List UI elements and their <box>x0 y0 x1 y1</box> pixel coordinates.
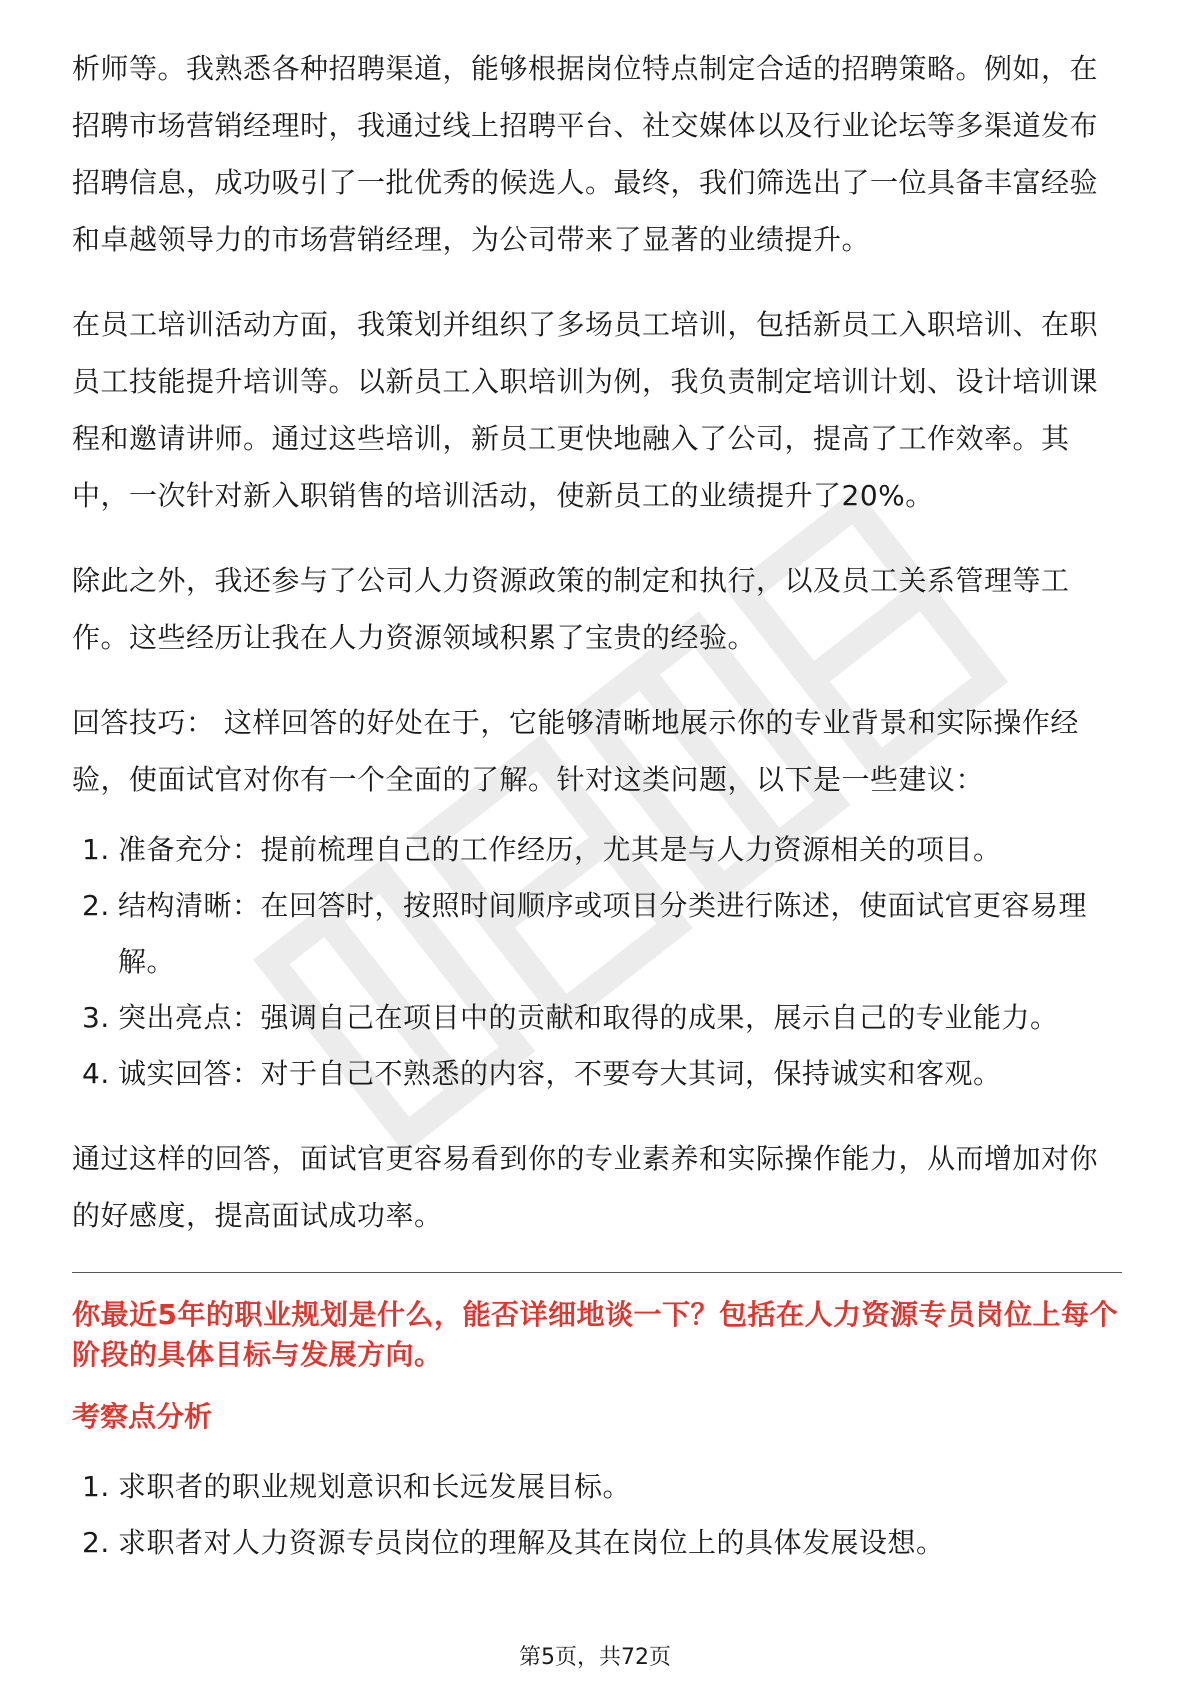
list-item <box>72 1046 1122 1102</box>
list-number: 2. <box>82 889 110 922</box>
list-item <box>72 1515 1122 1571</box>
list-item-text: 突出亮点：强调自己在项目中的贡献和取得的成果，展示自己的专业能力。 <box>118 1001 1059 1034</box>
tips-list <box>72 822 1122 1102</box>
list-item-text: 求职者的职业规划意识和长远发展目标。 <box>118 1470 632 1503</box>
paragraph-training: 在员工培训活动方面，我策划并组织了多场员工培训，包括新员工入职培训、在职员工技能提升培训等。以新员工入职培训为例，我负责制定培训计划、设计培训课程和邀请讲师。通过这些培训，新员工更快地融入了公司，提高了工作效率。其中，一次针对新入职销售的培训活动，使新员工的业绩提升了20%。 <box>72 308 1099 512</box>
list-item-text: 诚实回答：对于自己不熟悉的内容，不要夸大其词，保持诚实和客观。 <box>118 1057 1002 1090</box>
section-divider <box>72 1272 1122 1273</box>
paragraph-answer-tips: 回答技巧： 这样回答的好处在于，它能够清晰地展示你的专业背景和实际操作经验，使面试官对你有一个全面的了解。针对这类问题，以下是一些建议： <box>72 706 1079 796</box>
page-number: 第5页，共72页 <box>519 1645 671 1670</box>
list-number: 3. <box>82 1001 110 1034</box>
analysis-heading: 考察点分析 <box>72 1400 213 1433</box>
list-item-text: 准备充分：提前梳理自己的工作经历，尤其是与人力资源相关的项目。 <box>118 833 1002 866</box>
list-number: 1. <box>82 1470 110 1503</box>
paragraph-policy: 除此之外，我还参与了公司人力资源政策的制定和执行，以及员工关系管理等工作。这些经历让我在人力资源领域积累了宝贵的经验。 <box>72 564 1070 654</box>
list-item <box>72 822 1122 878</box>
list-item <box>72 1459 1122 1515</box>
interview-question: 你最近5年的职业规划是什么，能否详细地谈一下？包括在人力资源专员岗位上每个阶段的具体目标与发展方向。 <box>72 1298 1118 1371</box>
page-content <box>72 40 1122 1599</box>
paragraph-recruitment: 析师等。我熟悉各种招聘渠道，能够根据岗位特点制定合适的招聘策略。例如，在招聘市场营销经理时，我通过线上招聘平台、社交媒体以及行业论坛等多渠道发布招聘信息，成功吸引了一批优秀的候选人。最终，我们筛选出了一位具备丰富经验和卓越领导力的市场营销经理，为公司带来了显著的业绩提升。 <box>72 52 1099 256</box>
paragraph-closing: 通过这样的回答，面试官更容易看到你的专业素养和实际操作能力，从而增加对你的好感度，提高面试成功率。 <box>72 1142 1099 1232</box>
list-number: 4. <box>82 1057 110 1090</box>
list-number: 2. <box>82 1526 110 1559</box>
list-item <box>72 990 1122 1046</box>
analysis-list <box>72 1459 1122 1571</box>
list-item-text: 求职者对人力资源专员岗位的理解及其在岗位上的具体发展设想。 <box>118 1526 945 1559</box>
list-item-text: 结构清晰：在回答时，按照时间顺序或项目分类进行陈述，使面试官更容易理解。 <box>118 889 1088 978</box>
list-number: 1. <box>82 833 110 866</box>
list-item <box>72 878 1122 990</box>
